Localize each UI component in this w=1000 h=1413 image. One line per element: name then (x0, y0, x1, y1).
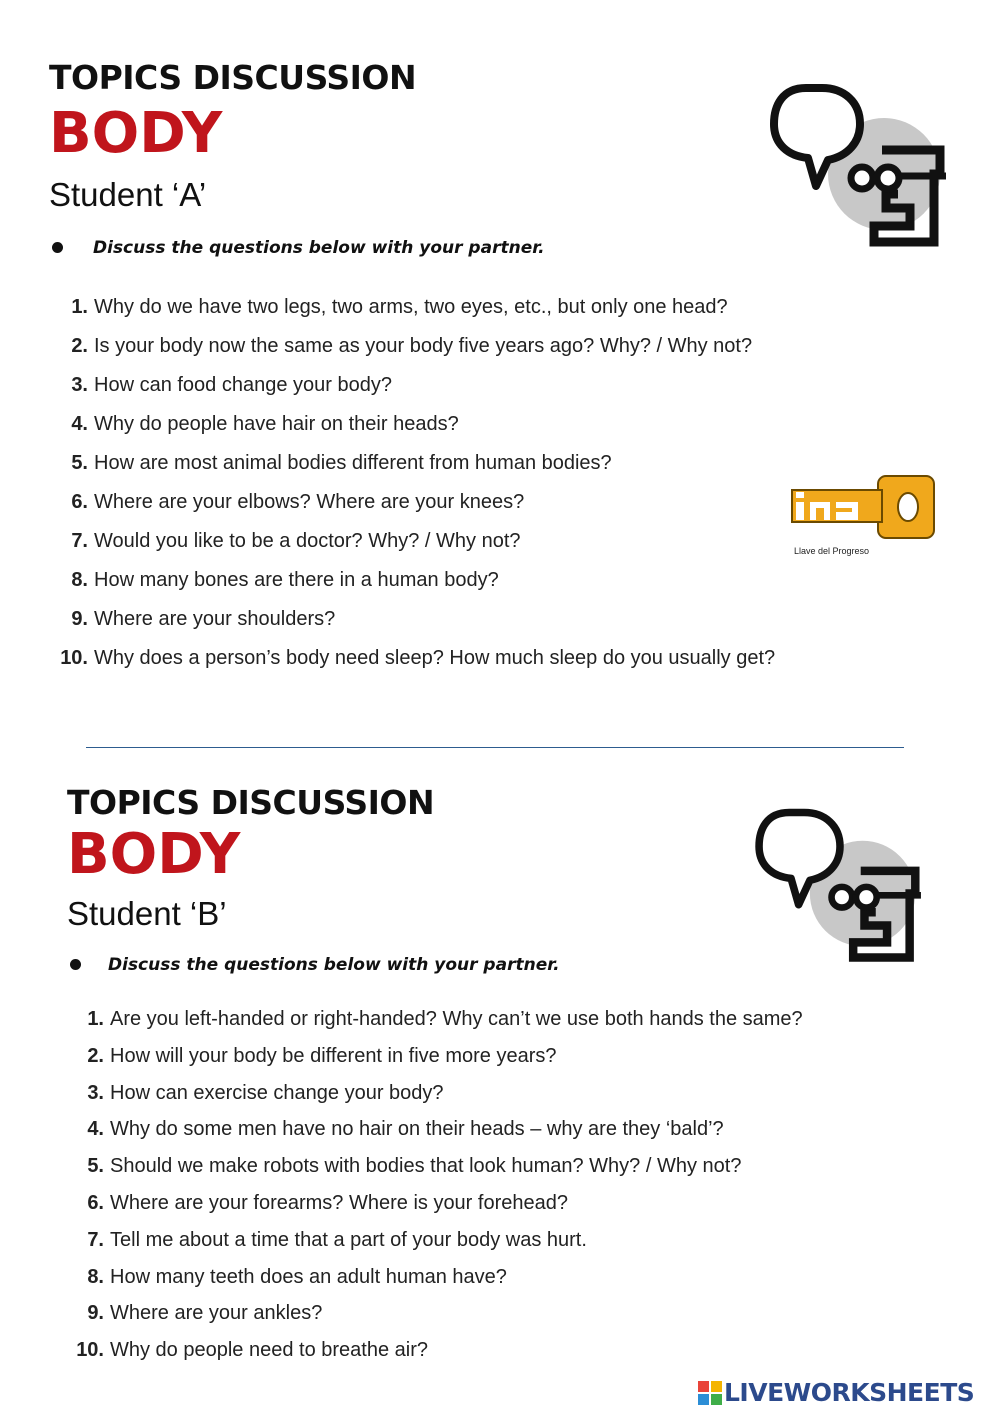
question-item: 6. Where are your elbows? Where are your knees? (71, 491, 525, 513)
topic-title: BODY (67, 822, 241, 887)
header-label: TOPICS DISCUSSION (49, 58, 417, 97)
question-item: 3. How can exercise change your body? (87, 1081, 444, 1104)
question-item: 10. Why do people need to breathe air? (76, 1339, 428, 1362)
instruction-text: Discuss the questions below with your partner. (93, 238, 545, 258)
question-item: 3. How can food change your body? (71, 374, 392, 396)
question-item: 4. Why do people have hair on their heads? (71, 413, 459, 435)
question-item: 1. Why do we have two legs, two arms, two eyes, etc., but only one head? (71, 296, 728, 318)
bullet-icon (70, 959, 81, 970)
question-item: 5. Should we make robots with bodies that look human? Why? / Why not? (87, 1155, 742, 1178)
question-item: 7. Tell me about a time that a part of your body was hurt. (87, 1228, 587, 1251)
bullet-icon (52, 242, 63, 253)
question-list (50, 288, 775, 678)
question-item: 2. How will your body be different in five more years? (87, 1044, 557, 1067)
section-divider (86, 747, 904, 748)
instruction-text: Discuss the questions below with your partner. (108, 955, 560, 975)
question-item: 8. How many teeth does an adult human have? (87, 1265, 507, 1288)
question-item: 10. Why does a person’s body need sleep? How much sleep do you usually get? (60, 647, 776, 669)
ina-key-logo (788, 472, 940, 560)
liveworksheets-logo-icon (698, 1381, 722, 1405)
question-item: 8. How many bones are there in a human body? (71, 569, 499, 591)
topic-title: BODY (49, 101, 223, 166)
discussion-face-icon (770, 80, 950, 250)
question-item: 1. Are you left-handed or right-handed? Why can’t we use both hands the same? (87, 1008, 803, 1030)
header-label: TOPICS DISCUSSION (67, 783, 435, 822)
liveworksheets-footer[interactable] (698, 1378, 994, 1408)
question-item: 2. Is your body now the same as your body five years ago? Why? / Why not? (71, 335, 753, 357)
student-label: Student ‘B’ (67, 895, 227, 932)
ina-tagline: Llave del Progreso (794, 546, 870, 556)
student-label: Student ‘A’ (49, 176, 207, 213)
question-item: 9. Where are your ankles? (87, 1302, 323, 1325)
question-list (66, 1001, 803, 1369)
question-item: 9. Where are your shoulders? (71, 608, 336, 630)
liveworksheets-brand: LIVEWORKSHEETS (724, 1378, 975, 1407)
question-item: 4. Why do some men have no hair on their heads – why are they ‘bald’? (87, 1118, 724, 1141)
discussion-face-icon (750, 805, 930, 965)
question-item: 5. How are most animal bodies different from human bodies? (71, 452, 612, 474)
question-item: 6. Where are your forearms? Where is your forehead? (87, 1191, 568, 1214)
question-item: 7. Would you like to be a doctor? Why? / Why not? (71, 530, 521, 552)
